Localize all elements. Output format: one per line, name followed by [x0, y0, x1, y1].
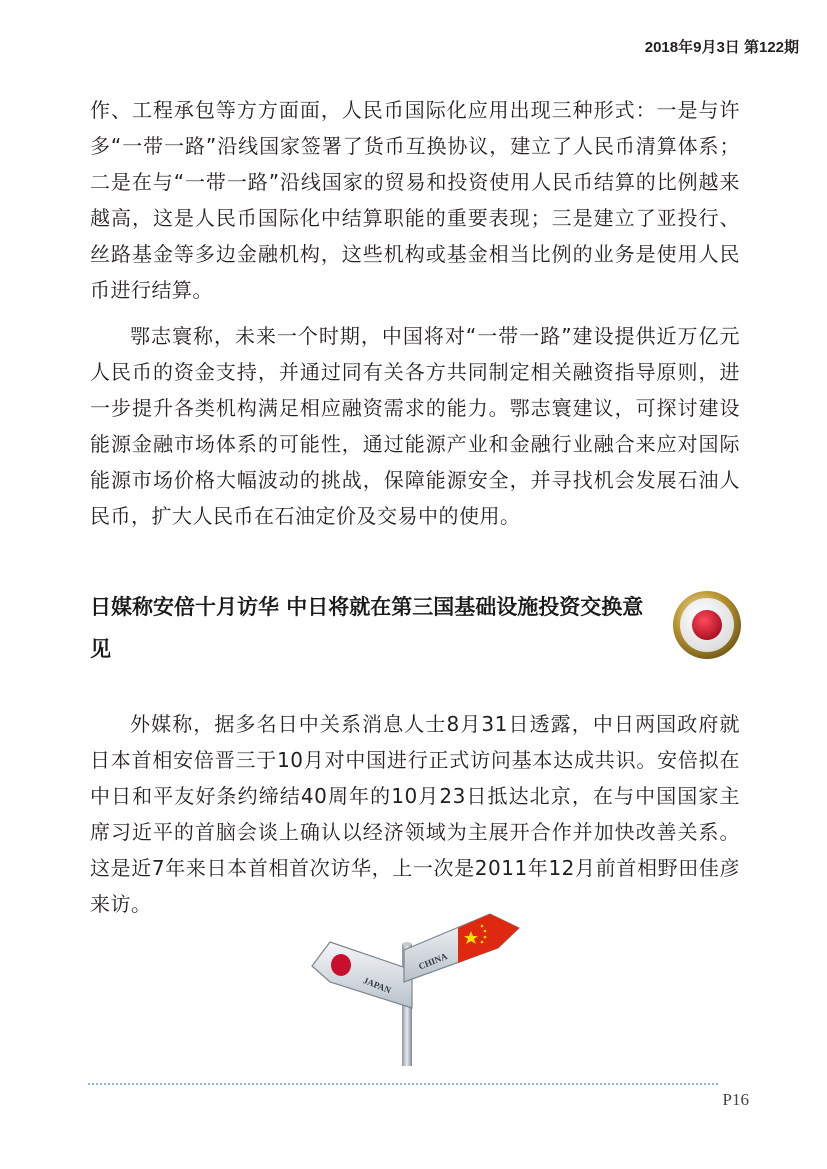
footer-divider	[88, 1083, 718, 1085]
japan-china-signpost-illustration	[308, 908, 523, 1066]
sign-label-japan: JAPAN	[361, 975, 393, 996]
issue-date: 2018年9月3日 第122期	[644, 39, 799, 56]
section-title: 日媒称安倍十月访华 中日将就在第三国基础设施投资交换意见	[90, 595, 644, 661]
page-number: P16	[722, 1090, 749, 1109]
article-paragraph: 作、工程承包等方方面面，人民币国际化应用出现三种形式：一是与许多“一带一路”沿线国家签署了货币互换协议，建立了人民币清算体系；二是在与“一带一路”沿线国家的贸易和投资使用人民币结算的比例越来越高，这是人民币国际化中结算职能的重要表现；三是建立了亚投行、丝路基金等多边金融机构，这些机构或基金相当比例的业务是使用人民币进行结算。	[90, 98, 740, 302]
japan-flag-badge-icon	[672, 590, 742, 660]
article-paragraph: 外媒称，据多名日中关系消息人士8月31日透露，中日两国政府就日本首相安倍晋三于10月对中国进行正式访问基本达成共识。安倍拟在中日和平友好条约缔结40周年的10月23日抵达北京，在与中国国家主席习近平的首脑会谈上确认以经济领域为主展开合作并加快改善关系。这是近7年来日本首相首次访华，上一次是2011年12月前首相野田佳彦来访。	[90, 712, 740, 916]
article-paragraph: 鄂志寰称，未来一个时期，中国将对“一带一路”建设提供近万亿元人民币的资金支持，并通过同有关各方共同制定相关融资指导原则，进一步提升各类机构满足相应融资需求的能力。鄂志寰建议，可探讨建设能源金融市场体系的可能性，通过能源产业和金融行业融合来应对国际能源市场价格大幅波动的挑战，保障能源安全，并寻找机会发展石油人民币，扩大人民币在石油定价及交易中的使用。	[90, 324, 740, 528]
sign-label-china: CHINA	[417, 950, 449, 972]
